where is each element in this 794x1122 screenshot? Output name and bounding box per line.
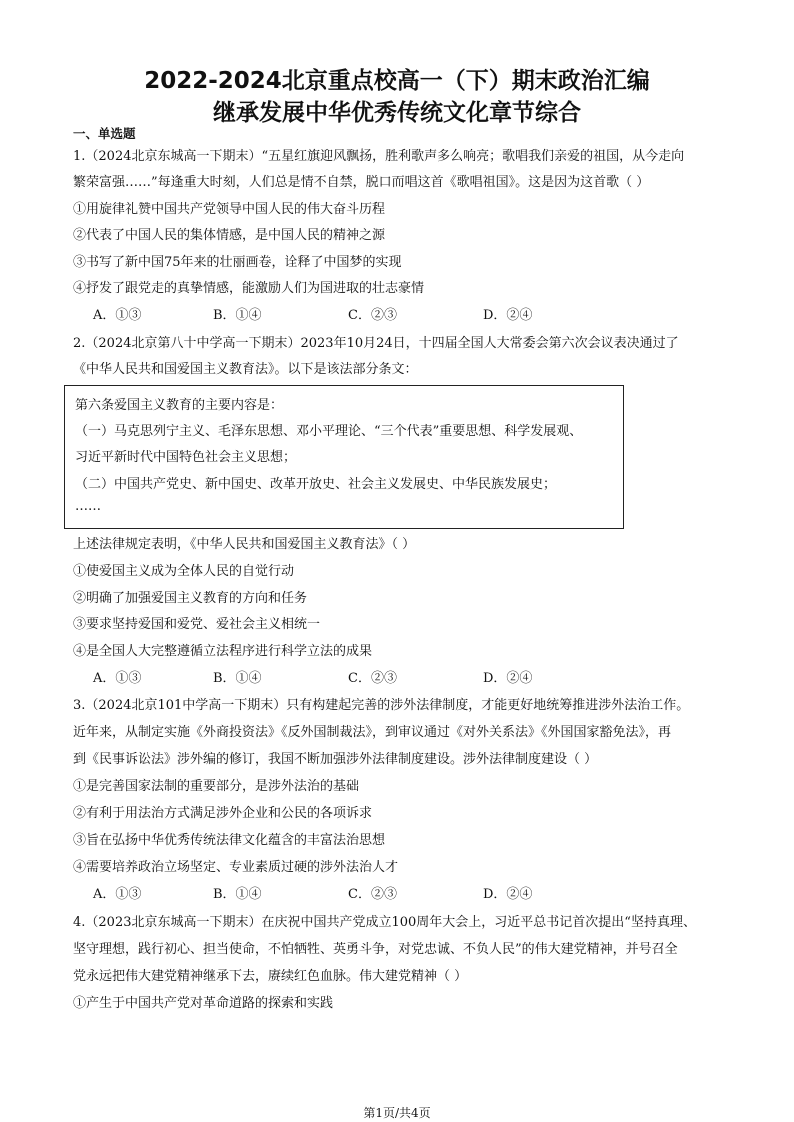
q3-option-c: C．②③ (348, 887, 397, 902)
q2-option-c: C．②③ (348, 671, 397, 686)
q2-statement-2: ②明确了加强爱国主义教育的方向和任务 (73, 591, 308, 606)
q1-option-c: C．②③ (348, 308, 397, 323)
law-excerpt-box (64, 385, 624, 529)
q4-stem-line-1: 4.（2023北京东城高一下期末）在庆祝中国共产党成立100周年大会上，习近平总书记首次提出“坚持真理、 (73, 915, 696, 930)
box-line-5: …… (75, 499, 101, 514)
box-line-3: 习近平新时代中国特色社会主义思想； (75, 450, 297, 465)
q1-stem-line-2: 繁荣富强……”每逢重大时刻，人们总是情不自禁，脱口而唱这首《歌唱祖国》。这是因为这首歌（ ） (73, 175, 650, 190)
q3-statement-3: ③旨在弘扬中华优秀传统法律文化蕴含的丰富法治思想 (73, 833, 386, 848)
page-footer: 第1页/共4页 (363, 1106, 431, 1120)
document-title-line-1: 2022-2024北京重点校高一（下）期末政治汇编 (144, 68, 650, 94)
document-title-line-2: 继承发展中华优秀传统文化章节综合 (213, 100, 581, 126)
box-line-4: （二）中国共产党史、新中国史、改革开放史、社会主义发展史、中华民族发展史； (75, 477, 557, 492)
q3-stem-line-3: 到《民事诉讼法》涉外编的修订，我国不断加强涉外法律制度建设。涉外法律制度建设（ ） (73, 752, 598, 767)
q1-statement-2: ②代表了中国人民的集体情感，是中国人民的精神之源 (73, 228, 386, 243)
q1-statement-4: ④抒发了跟党走的真挚情感，能激励人们为国进取的壮志豪情 (73, 281, 425, 296)
q2-option-a: A．①③ (93, 671, 142, 686)
q3-option-a: A．①③ (93, 887, 142, 902)
q2-statement-1: ①使爱国主义成为全体人民的自觉行动 (73, 564, 295, 579)
box-line-1: 第六条爱国主义教育的主要内容是： (75, 398, 284, 413)
q2-option-d: D．②④ (483, 671, 533, 686)
q1-option-d: D．②④ (483, 308, 533, 323)
q2-option-b: B．①④ (213, 671, 262, 686)
q2-stem-line-1: 2.（2024北京第八十中学高一下期末）2023年10月24日，十四届全国人大常委会第六次会议表决通过了 (73, 336, 679, 351)
q1-statement-1: ①用旋律礼赞中国共产党领导中国人民的伟大奋斗历程 (73, 202, 386, 217)
q4-statement-1: ①产生于中国共产党对革命道路的探索和实践 (73, 996, 334, 1011)
q3-statement-2: ②有利于用法治方式满足涉外企业和公民的各项诉求 (73, 806, 373, 821)
q4-stem-line-3: 党永远把伟大建党精神继承下去，赓续红色血脉。伟大建党精神（ ） (73, 969, 468, 984)
q1-statement-3: ③书写了新中国75年来的壮丽画卷，诠释了中国梦的实现 (73, 255, 402, 270)
q3-option-b: B．①④ (213, 887, 262, 902)
box-line-2: （一）马克思列宁主义、毛泽东思想、邓小平理论、“三个代表”重要思想、科学发展观、 (75, 424, 583, 439)
q3-stem-line-1: 3.（2024北京101中学高一下期末）只有构建起完善的涉外法律制度，才能更好地统筹推进涉外法治工作。 (73, 698, 690, 713)
q3-option-d: D．②④ (483, 887, 533, 902)
q2-after-box: 上述法律规定表明，《中华人民共和国爱国主义教育法》（ ） (73, 537, 416, 552)
q2-statement-3: ③要求坚持爱国和爱党、爱社会主义相统一 (73, 617, 321, 632)
section-heading: 一、单选题 (73, 126, 136, 141)
q1-option-b: B．①④ (213, 308, 262, 323)
q1-stem-line-1: 1.（2024北京东城高一下期末）“五星红旗迎风飘扬，胜利歌声多么响亮；歌唱我们亲爱的祖国，从今走向 (73, 149, 685, 164)
q3-statement-1: ①是完善国家法制的重要部分，是涉外法治的基础 (73, 779, 360, 794)
q2-statement-4: ④是全国人大完整遵循立法程序进行科学立法的成果 (73, 644, 373, 659)
q2-stem-line-2: 《中华人民共和国爱国主义教育法》。以下是该法部分条文： (73, 362, 418, 377)
q3-statement-4: ④需要培养政治立场坚定、专业素质过硬的涉外法治人才 (73, 860, 399, 875)
q4-stem-line-2: 坚守理想，践行初心、担当使命，不怕牺牲、英勇斗争，对党忠诚、不负人民”的伟大建党精神，并号召全 (73, 942, 678, 957)
q3-stem-line-2: 近年来，从制定实施《外商投资法》《反外国制裁法》，到审议通过《对外关系法》《外国国家豁免法》，再 (73, 725, 672, 740)
q1-option-a: A．①③ (93, 308, 142, 323)
